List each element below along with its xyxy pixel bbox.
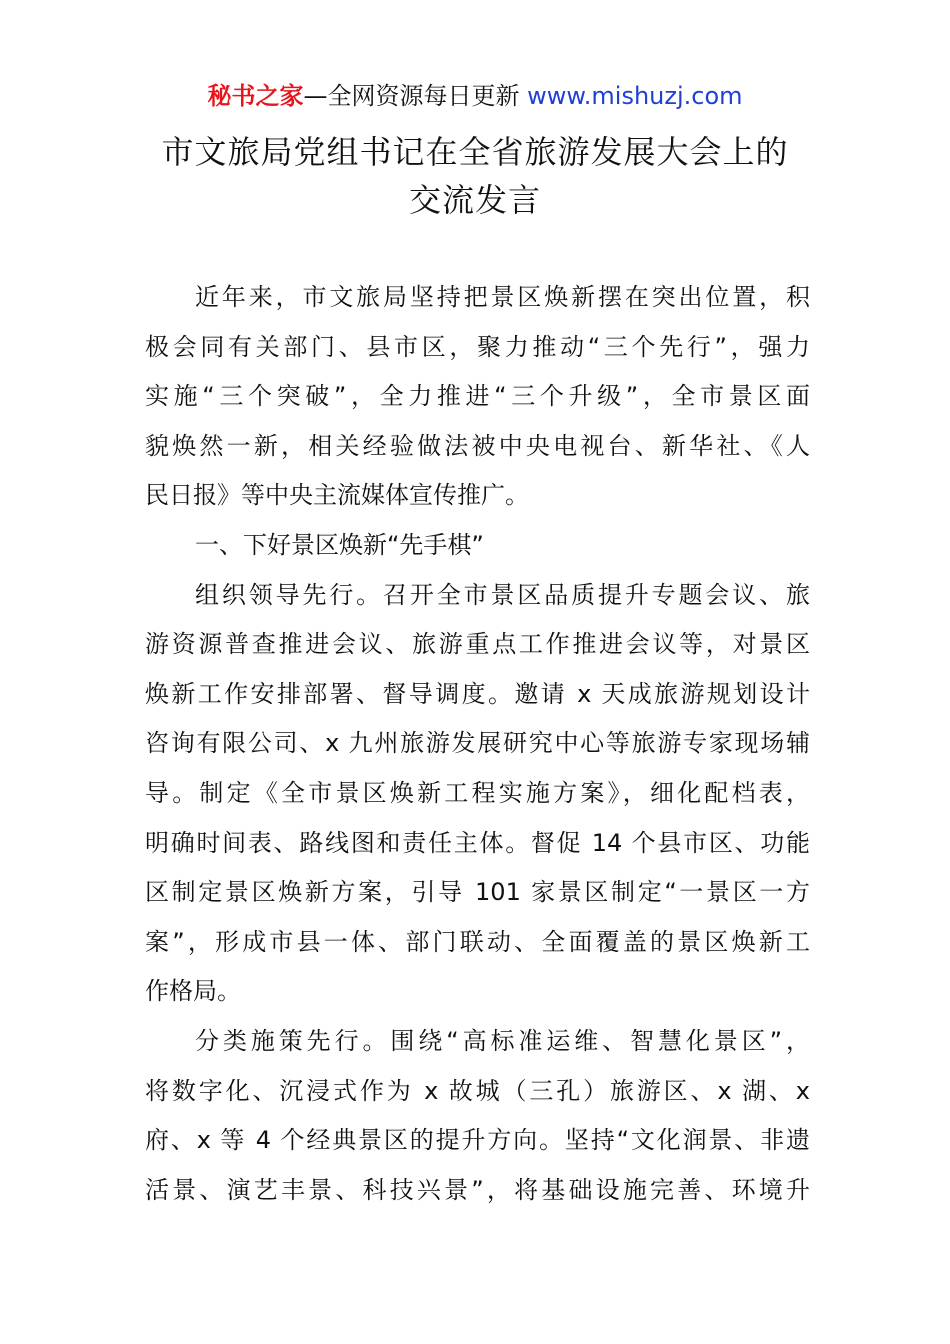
paragraph-line: 游资源普查推进会议、旅游重点工作推进会议等，对景区 — [145, 630, 810, 659]
paragraph-line: 将数字化、沉浸式作为 x 故城（三孔）旅游区、x 湖、x — [145, 1076, 810, 1105]
paragraph-line: 极会同有关部门、县市区，聚力推动“三个先行”，强力 — [145, 332, 810, 361]
paragraph-line: 近年来，市文旅局坚持把景区焕新摆在突出位置，积 — [195, 283, 810, 311]
site-brand: 秘书之家 — [207, 82, 304, 110]
paragraph-line: 貌焕然一新，相关经验做法被中央电视台、新华社、《人 — [145, 431, 810, 460]
paragraph-line: 焕新工作安排部署、督导调度。邀请 x 天成旅游规划设计 — [145, 679, 810, 708]
paragraph-line: 明确时间表、路线图和责任主体。督促 14 个县市区、功能 — [145, 828, 810, 857]
paragraph-line: 府、x 等 4 个经典景区的提升方向。坚持“文化润景、非遗 — [145, 1126, 810, 1155]
paragraph-line: 实施“三个突破”，全力推进“三个升级”，全市景区面 — [145, 382, 810, 411]
section-heading: 一、下好景区焕新“先手棋” — [195, 530, 484, 559]
title-line-1: 市文旅局党组书记在全省旅游发展大会上的 — [161, 133, 789, 171]
document-body — [145, 273, 810, 1215]
paragraph-line: 咨询有限公司、x 九州旅游发展研究中心等旅游专家现场辅 — [145, 729, 810, 758]
paragraph-line: 案”，形成市县一体、部门联动、全面覆盖的景区焕新工 — [145, 927, 810, 956]
paragraph-line: 分类施策先行。围绕“高标准运维、智慧化景区”， — [195, 1026, 810, 1055]
paragraph-line: 区制定景区焕新方案，引导 101 家景区制定“一景区一方 — [145, 878, 810, 907]
paragraph-line: 活景、演艺丰景、科技兴景”，将基础设施完善、环境升 — [145, 1175, 810, 1204]
site-header — [0, 80, 950, 112]
paragraph-line: 导。制定《全市景区焕新工程实施方案》，细化配档表， — [145, 778, 810, 807]
paragraph-line: 作格局。 — [145, 977, 241, 1006]
paragraph-line: 组织领导先行。召开全市景区品质提升专题会议、旅 — [195, 580, 810, 609]
title-line-2: 交流发言 — [408, 181, 541, 219]
site-tagline: —全网资源每日更新 — [303, 82, 528, 110]
document-title — [0, 128, 950, 224]
site-url-link[interactable]: www.mishuzj.com — [527, 82, 743, 110]
paragraph-line: 民日报》等中央主流媒体宣传推广。 — [145, 481, 529, 510]
